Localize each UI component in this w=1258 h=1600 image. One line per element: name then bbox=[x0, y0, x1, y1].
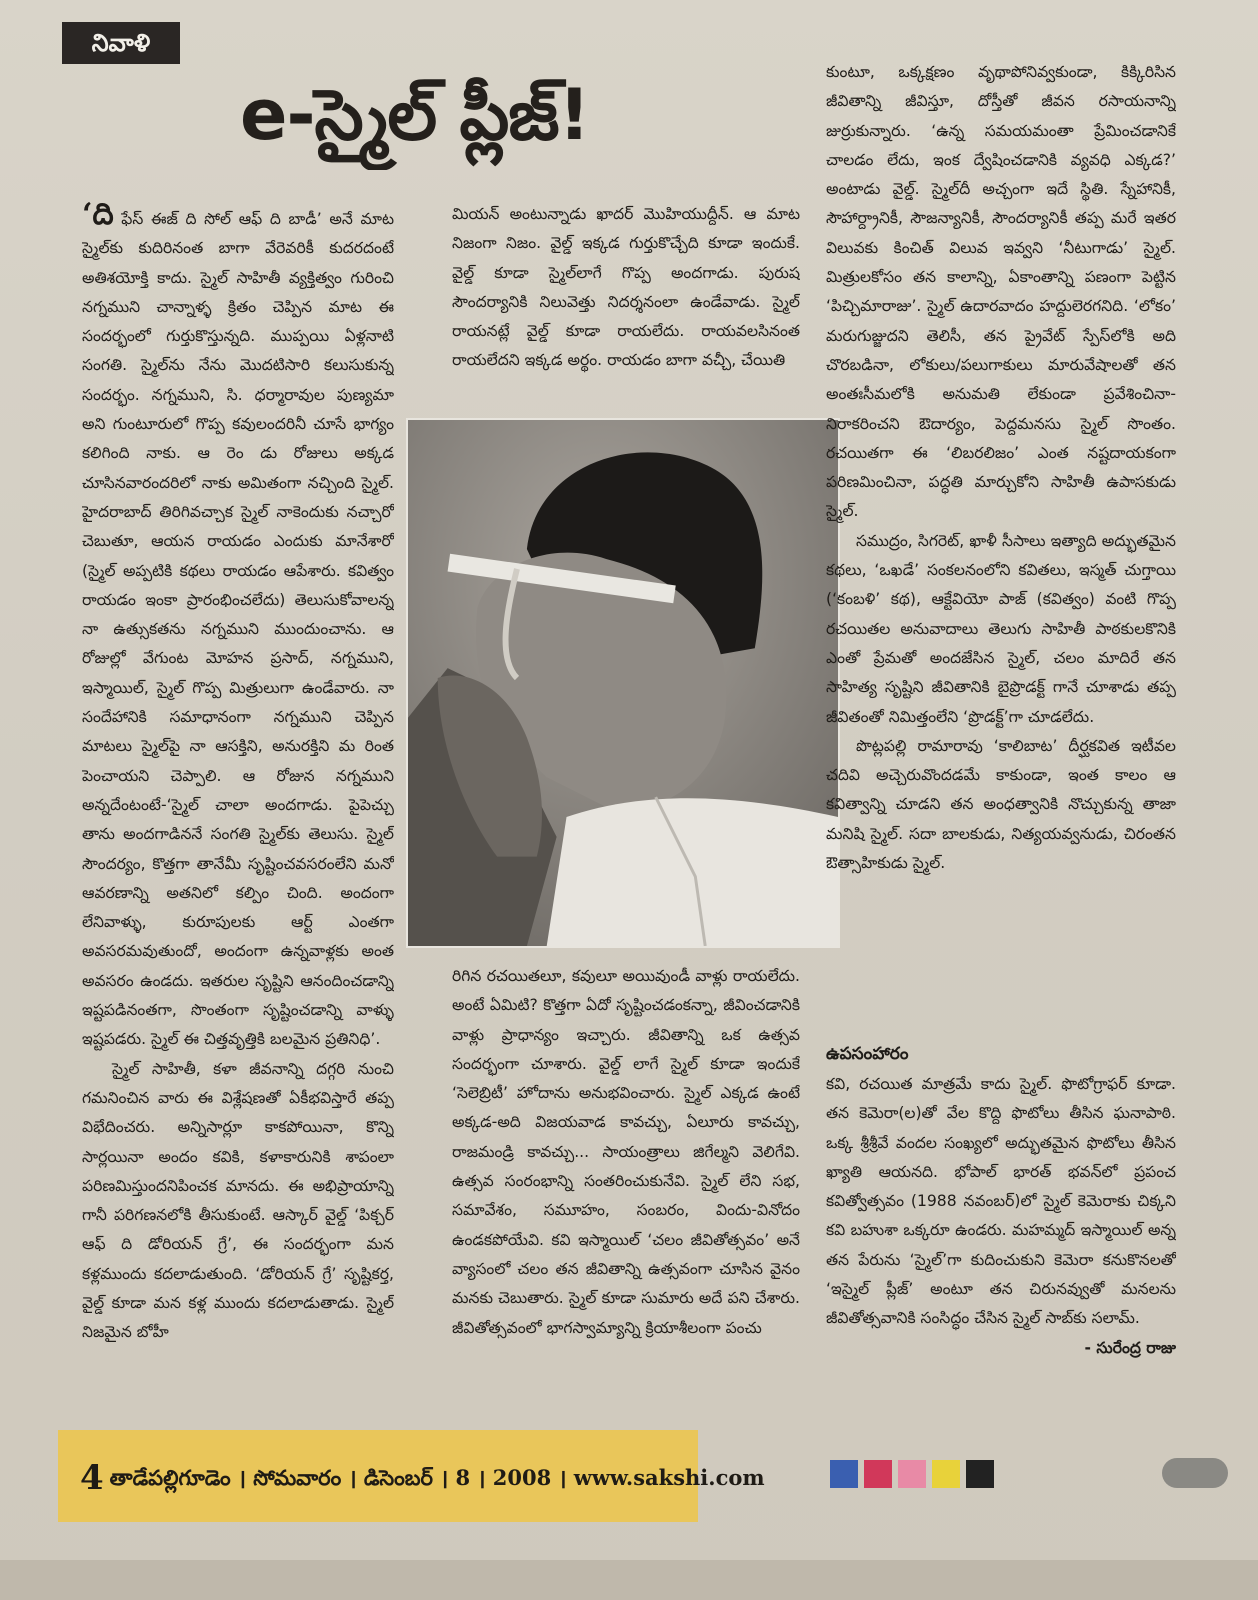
paragraph: మియన్ అంటున్నాడు ఖాదర్ మొహియుద్దీన్. ఆ మాట నిజంగా నిజం. వైల్డ్ ఇక్కడ గుర్తుకొచ్చేది కూడా ఇందుకే. వైల్డ్ కూడా స్మైల్‌లాగే గొప్ప అందగాడు. పురుష సౌందర్యానికి నిలువెత్తు నిదర్శనంలా ఉండేవాడు. స్మైల్ రాయనట్లే వైల్డ్ కూడా రాయలేదు. రాయవలసినంత రాయలేదని ఇక్కడ అర్థం. రాయడం బాగా వచ్చీ, చేయితి bbox=[452, 205, 800, 370]
headline: e-స్మైల్ ప్లీజ్! bbox=[240, 74, 590, 156]
paragraph: సముద్రం, సిగరెట్, ఖాళీ సీసాలు ఇత్యాది అద్భుతమైన కథలు, ‘ఒఖడే’ సంకలనంలోని కవితలు, ఇస్మత్ చుగ్తాయి (‘కంబళి’ కథ), ఆక్టేవియో పాజ్ (కవిత్వం) వంటి గొప్ప రచయితల అనువాదాలు తెలుగు సాహితీ పాఠకులకొనికి ఎంతో ప్రేమతో అందజేసిన స్మైల్, చలం మాదిరే తన సాహిత్య సృష్టిని జీవితానికి బైప్రొడక్ట్ గానే చూశాడు తప్ప జీవితంతో నిమిత్తంలేని ‘ప్రొడక్ట్’గా చూడలేదు. bbox=[826, 531, 1176, 726]
article-column-2-top bbox=[452, 200, 800, 415]
swatch-yellow bbox=[932, 1460, 960, 1488]
article-column-3 bbox=[826, 58, 1176, 1088]
swatch-red bbox=[864, 1460, 892, 1488]
paragraph: కుంటూ, ఒక్కక్షణం వృథాపోనివ్వకుండా, కిక్కిరిసిన జీవితాన్ని జీవిస్తూ, దోస్తీతో జీవన రసాయనాన్ని జుర్రుకున్నారు. ‘ఉన్న సమయమంతా ప్రేమించడానికే చాలడం లేదు, ఇంక ద్వేషించడానికి వ్యవధి ఎక్కడ?’ అంటాడు వైల్డ్. స్మైల్‌దీ అచ్చంగా ఇదే స్థితి. స్నేహానికీ, సౌహార్ద్రానికీ, సౌజన్యానికీ, సౌందర్యానికీ తప్ప మరే ఇతర విలువకు కించిత్ విలువ ఇవ్వని ‘నీటుగాడు’ స్మైల్. మిత్రులకోసం తన కాలాన్ని, ఏకాంతాన్ని పణంగా పెట్టిన ‘పిచ్చిమారాజు’. స్మైల్ ఉదారవాదం హద్దులెరగనిది. ‘లోకం’ మరుగుజ్జుదని తెలిసీ, తన ప్రైవేట్ స్పేస్‌లోకి అది చొరబడినా, లోకులు/పలుగాకులు మారువేషాలతో తన అంతఃసీమలోకి అనుమతి లేకుండా ప్రవేశించినా-నిరాకరించని ఔదార్యం, పెద్దమనసు స్మైల్ సొంతం. రచయితగా ఈ ‘లిబరలిజం’ ఎంత నష్టదాయకంగా పరిణమించినా, పద్ధతి మార్చుకోని సాహితీ ఉపాసకుడు స్మైల్. bbox=[826, 63, 1176, 521]
swatch-pink bbox=[898, 1460, 926, 1488]
article-column-2-bottom bbox=[452, 962, 800, 1424]
portrait-photo bbox=[406, 418, 840, 948]
dropcap: ‘ది bbox=[82, 200, 114, 232]
footer-band bbox=[58, 1430, 765, 1522]
subheading: ఉపసంహారం bbox=[826, 1044, 909, 1064]
color-registration-swatches bbox=[830, 1460, 1000, 1488]
conclusion-section bbox=[826, 1038, 1176, 1438]
footer-dateline bbox=[80, 1458, 765, 1498]
swatch-blue bbox=[830, 1460, 858, 1488]
paragraph: రిగిన రచయితలూ, కవులూ అయివుండీ వాళ్లు రాయలేదు. అంటే ఏమిటి? కొత్తగా ఏదో సృష్టించడంకన్నా, జీవించడానికి వాళ్లు ప్రాధాన్యం ఇచ్చారు. జీవితాన్ని ఒక ఉత్సవ సందర్భంగా చూశారు. వైల్డ్ లాగే స్మైల్ కూడా ఇందుకే ‘సెలెబ్రిటీ’ హోదాను అనుభవించారు. స్మైల్ ఎక్కడ ఉంటే అక్కడ-అది విజయవాడ కావచ్చు, ఏలూరు కావచ్చు, రాజమండ్రి కావచ్చు... సాయంత్రాలు జిగేల్మని వెలిగేవి. ఉత్సవ సంరంభాన్ని సంతరించుకునేవి. స్మైల్ లేని సభ, సమావేశం, సమూహం, సంబరం, విందు-వినోదం ఉండకపోయేవి. కవి ఇస్మాయిల్ ‘చలం జీవితోత్సవం’ అనే వ్యాసంలో చలం తన జీవితాన్ని ఉత్సవంగా చూసిన వైనం మనకు చెబుతారు. స్మైల్ కూడా సుమారు అదే పని చేశారు. జీవితోత్సవంలో భాగస్వామ్యాన్ని క్రియాశీలంగా పంచు bbox=[452, 967, 800, 1337]
article-column-1 bbox=[82, 200, 394, 1425]
registration-mark bbox=[1162, 1458, 1228, 1488]
portrait-image bbox=[408, 420, 838, 946]
paragraph bbox=[82, 200, 394, 1055]
page-number: 4 bbox=[80, 1458, 104, 1498]
paragraph: స్మైల్ సాహితీ, కళా జీవనాన్ని దగ్గరి నుంచి గమనించిన వారు ఈ విశ్లేషణతో ఏకీభవిస్తారే తప్ప విభేదించరు. అన్నిసార్లూ కాకపోయినా, కొన్ని సార్లయినా అందం కవికి, కళాకారునికి శాపంలా పరిణమిస్తుందనిపించక మానదు. ఈ అభిప్రాయాన్ని గానీ పరిగణనలోకి తీసుకుంటే. ఆస్కార్ వైల్డ్ ‘పిక్చర్ ఆఫ్ ది డోరియన్ గ్రే’, ఈ సందర్భంగా మన కళ్లముందు కదలాడుతుంది. ‘డోరియన్ గ్రే’ సృష్టికర్త, వైల్డ్ కూడా మన కళ్ల ముందు కదలాడుతాడు. స్మైల్ నిజమైన బోహీ bbox=[82, 1059, 394, 1342]
paragraph-text: ఫేస్ ఈజ్ ది సోల్ ఆఫ్ ది బాడీ’ అనే మాట స్మైల్‌కు కుదిరినంత బాగా వేరెవరికీ కుదరదంటే అతిశయోక్తి కాదు. స్మైల్ సాహితీ వ్యక్తిత్వం గురించి నగ్నముని చాన్నాళ్ళ క్రితం చెప్పిన మాట ఈ సందర్భంలో గుర్తుకొస్తున్నది. ముప్పయి ఏళ్లనాటి సంగతి. స్మైల్‌ను నేను మొదటిసారి కలుసుకున్న సందర్భం. నగ్నముని, సి. ధర్మారావుల పుణ్యమా అని గుంటూరులో గొప్ప కవులందరినీ చూసే భాగ్యం కలిగింది నాకు. ఆ రెం డు రోజులు అక్కడ చూసినవారందరిలో నాకు అమితంగా నచ్చింది స్మైల్. హైదరాబాద్ తిరిగివచ్చాక స్మైల్ నాకెందుకు నచ్చారో చెబుతూ, ఆయన రాయడం ఎందుకు మానేశారో (స్మైల్ అప్పటికి కథలు రాయడం ఆపేశారు. కవిత్వం రాయడం ఇంకా ప్రారంభించలేదు) తెలుసుకోవాలన్న నా ఉత్సుకతను నగ్నముని ముందుంచాను. ఆ రోజుల్లో వేగుంట మోహన ప్రసాద్, నగ్నముని, ఇస్మాయిల్, స్మైల్ గొప్ప మిత్రులుగా ఉండేవారు. నా సందేహానికి సమాధానంగా నగ్నముని చెప్పిన మాటలు స్మైల్‌పై నా ఆసక్తిని, అనురక్తిని మ రింత పెంచాయని చెప్పాలి. ఆ రోజున నగ్నముని అన్నదేంటంటే-‘స్మైల్ చాలా అందగాడు. పైపెచ్చు తాను అందగాడిననే సంగతి స్మైల్‌కు తెలుసు. స్మైల్ సౌందర్యం, కొత్తగా తానేమీ సృష్టించవసరంలేని మనో ఆవరణాన్ని అతనిలో కల్పిం చింది. అందంగా లేనివాళ్ళు, కురూపులకు ఆర్ట్ ఎంతగా అవసరమవుతుందో, అందంగా ఉన్నవాళ్లకు అంత అవసరం ఉండదు. ఇతరుల సృష్టిని ఆనందించడాన్ని ఇష్టపడినంతగా, సొంతంగా సృష్టించడాన్ని వాళ్ళు ఇష్టపడరు. స్మైల్ ఈ చిత్తవృత్తికి బలమైన ప్రతినిధి’. bbox=[82, 210, 394, 1049]
footer-text: తాడేపల్లిగూడెం । సోమవారం । డిసెంబర్ । 8 । 2008 । www.sakshi.com bbox=[109, 1465, 765, 1490]
paragraph: కవి, రచయిత మాత్రమే కాదు స్మైల్. ఫొటోగ్రాఫర్ కూడా. తన కెమెరా(ల)తో వేల కొద్ది ఫొటోలు తీసిన ఘనాపాఠి. ఒక్క శ్రీశ్రీవే వందల సంఖ్యలో అద్భుతమైన ఫొటోలు తీసిన ఖ్యాతి ఆయనది. భోపాల్ భారత్ భవన్‌లో ప్రపంచ కవిత్వోత్సవం (1988 నవంబర్)లో స్మైల్ కెమెరాకు చిక్కని కవి బహుశా ఒక్కరూ ఉండరు. మహమ్మద్ ఇస్మాయిల్ అన్న తన పేరును ‘స్మైల్’గా కుదించుకుని కెమెరా కనుకొనలతో ‘ఇస్మైల్ ప్లీజ్’ అంటూ తన చిరునవ్వుతో మనలను జీవితోత్సవానికి సంసిద్ధం చేసిన స్మైల్ సాబ్‌కు సలామ్. bbox=[826, 1075, 1176, 1328]
author-signature: - సురేంద్ర రాజు bbox=[1084, 1338, 1176, 1357]
paragraph: పొట్లపల్లి రామారావు ‘కాలిబాట’ దీర్ఘకవిత ఇటీవల చదివి అచ్చెరువొందడమే కాకుండా, ఇంత కాలం ఆ కవిత్వాన్ని చూడని తన అంధత్వానికి నొచ్చుకున్న తాజా మనిషి స్మైల్. సదా బాలకుడు, నిత్యయవ్వనుడు, చిరంతన ఔత్సాహికుడు స్మైల్. bbox=[826, 736, 1176, 873]
page-bottom-edge bbox=[0, 1560, 1258, 1600]
swatch-black bbox=[966, 1460, 994, 1488]
section-tag: నివాళి bbox=[62, 22, 180, 64]
